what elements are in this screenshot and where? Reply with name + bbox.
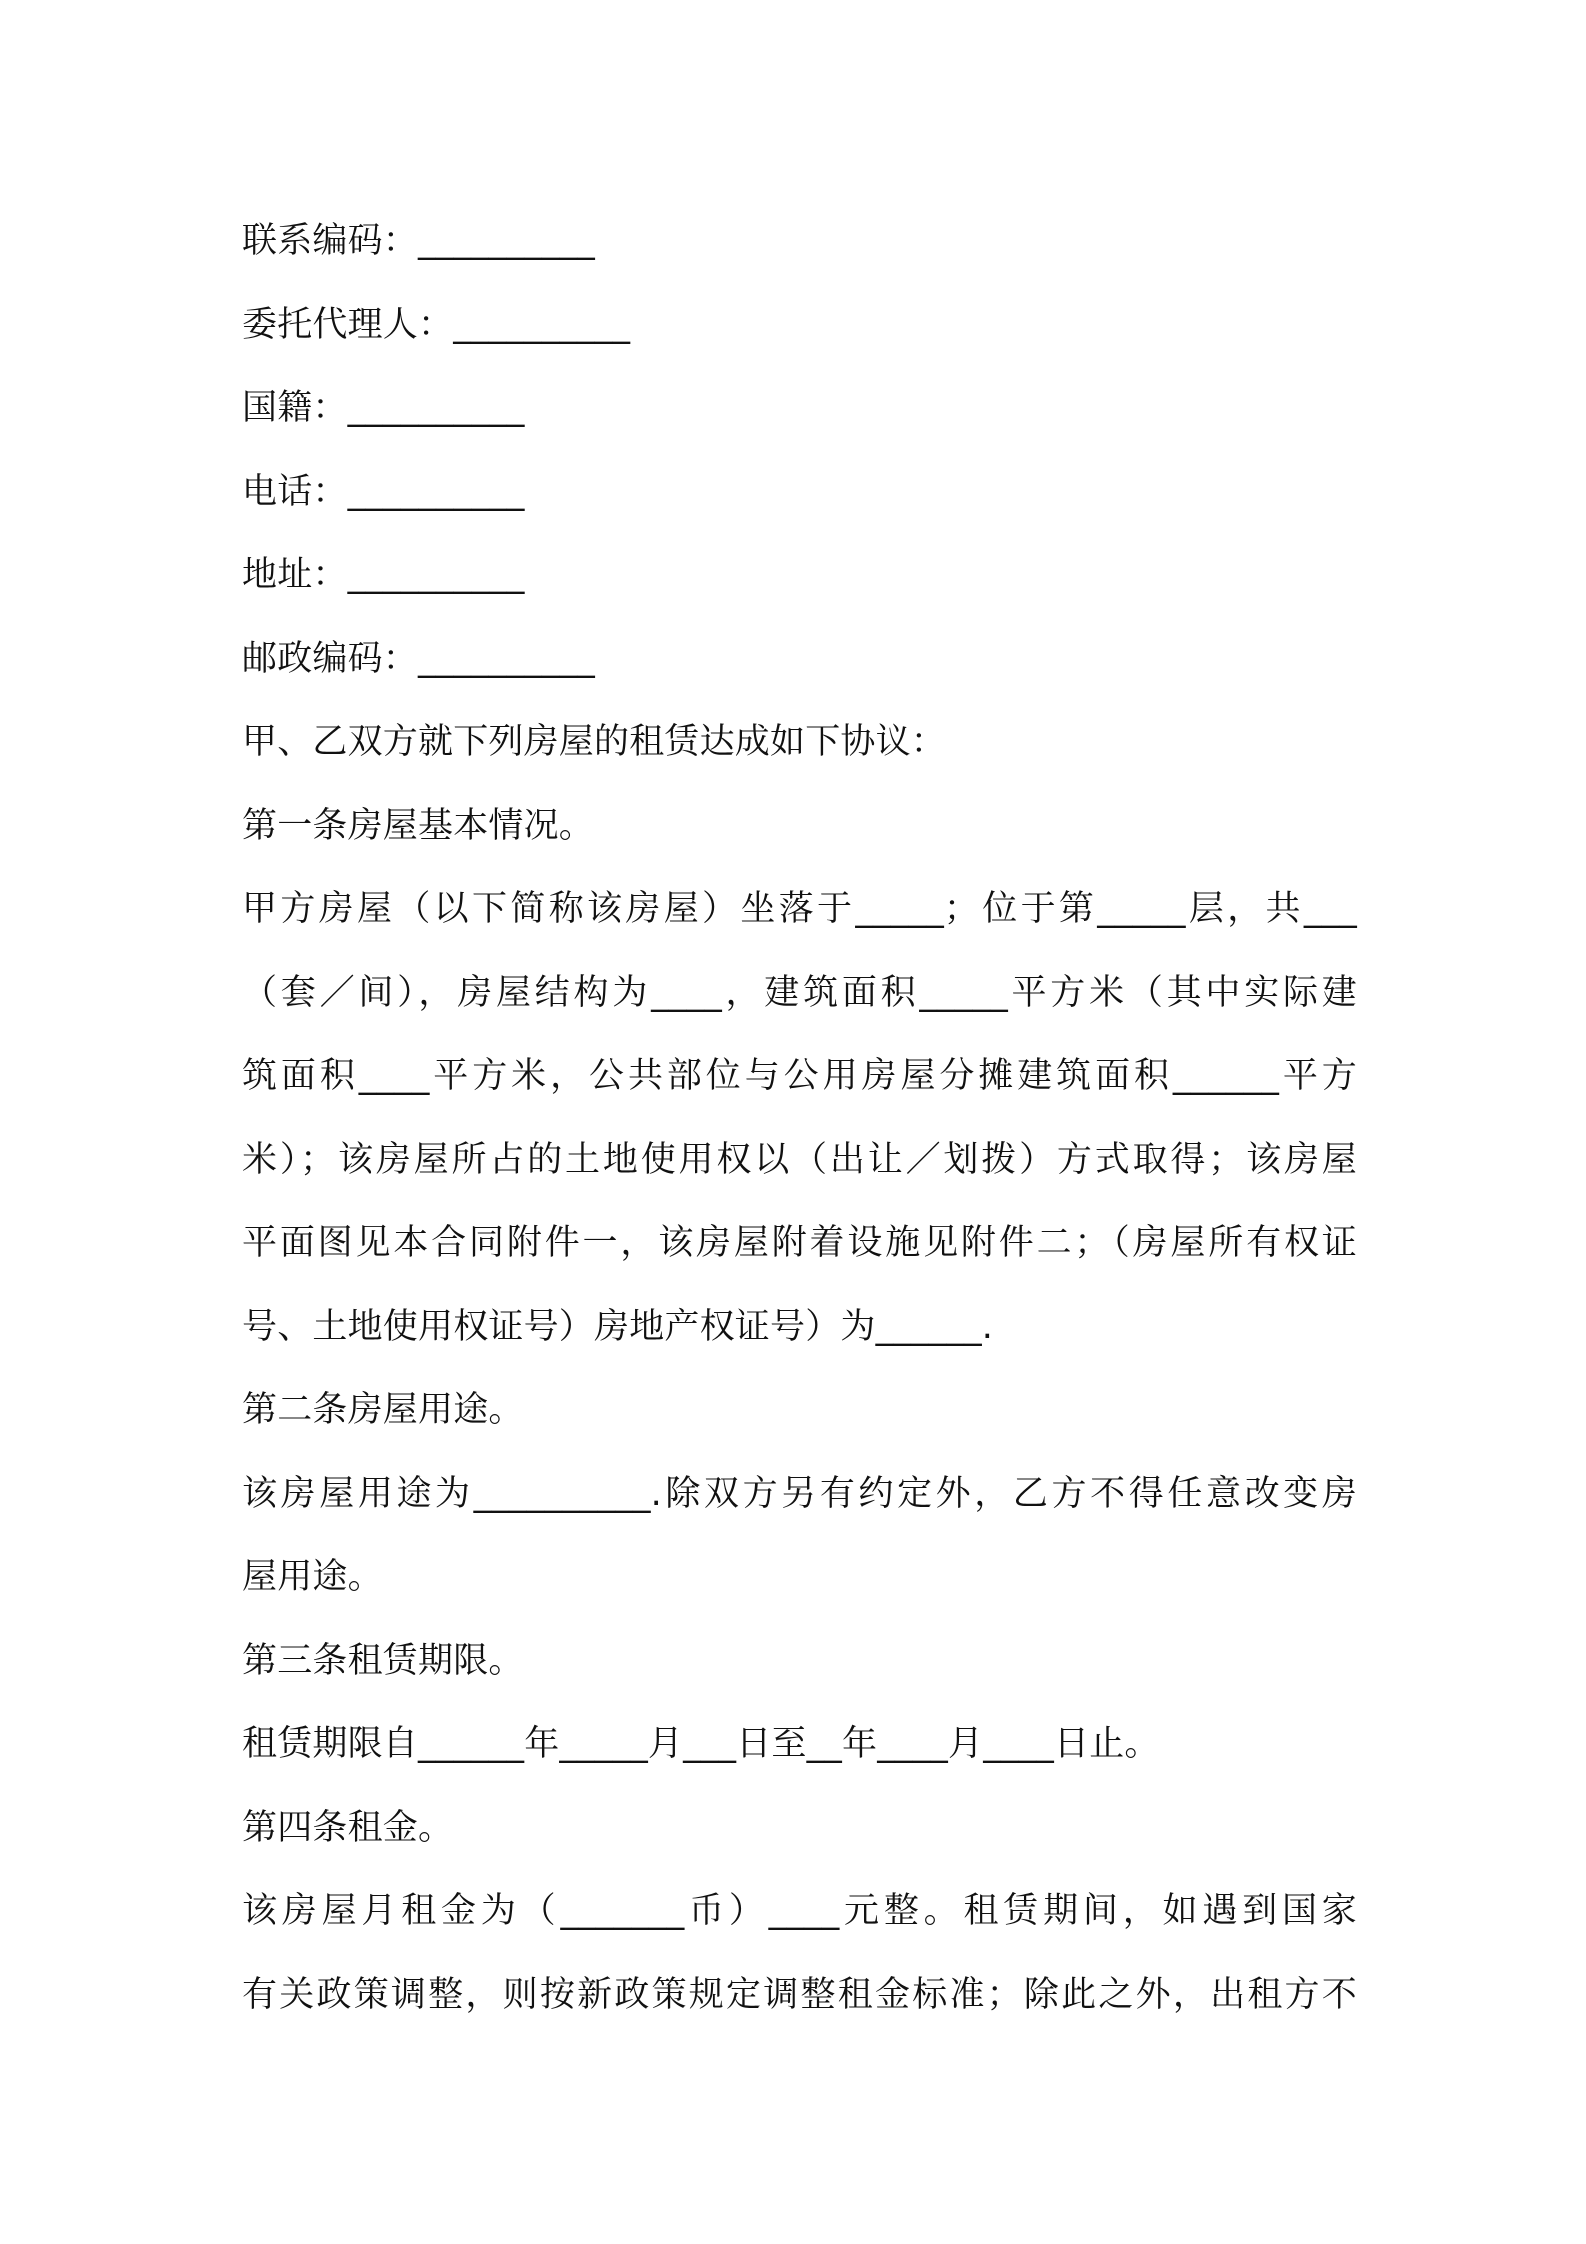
article-1-text-line-2: （套／间），房屋结构为____，建筑面积_____平方米（其中实际建 — [242, 972, 1357, 1013]
postal-code-line: 邮政编码：__________ — [242, 638, 596, 679]
article-4-text-line-1: 该房屋月租金为（_______币）____元整。租赁期间，如遇到国家 — [242, 1891, 1357, 1931]
article-1-text-line-6: 号、土地使用权证号）房地产权证号）为______. — [242, 1306, 994, 1347]
article-4-heading: 第四条租金。 — [242, 1807, 454, 1848]
article-3-heading: 第三条租赁期限。 — [242, 1640, 524, 1681]
article-4-text-line-2: 有关政策调整，则按新政策规定调整租金标准；除此之外，出租方不 — [242, 1974, 1357, 2015]
phone-line: 电话：__________ — [242, 471, 525, 512]
contract-page — [242, 200, 1357, 2037]
contact-code-line: 联系编码：__________ — [242, 221, 596, 261]
article-1-text-line-5: 平面图见本合同附件一，该房屋附着设施见附件二；（房屋所有权证 — [242, 1223, 1357, 1263]
article-2-text-line-2: 屋用途。 — [242, 1557, 383, 1597]
article-1-text-line-3: 筑面积____平方米，公共部位与公用房屋分摊建筑面积______平方 — [242, 1056, 1357, 1096]
article-1-heading: 第一条房屋基本情况。 — [242, 805, 595, 846]
agent-line: 委托代理人：__________ — [242, 304, 631, 345]
agreement-intro: 甲、乙双方就下列房屋的租赁达成如下协议： — [242, 722, 947, 762]
article-2-text-line-1: 该房屋用途为__________.除双方另有约定外，乙方不得任意改变房 — [242, 1473, 1357, 1514]
article-1-text-line-1: 甲方房屋（以下简称该房屋）坐落于_____；位于第_____层，共___ — [242, 889, 1357, 929]
article-3-text-line-1: 租赁期限自______年_____月___日至__年____月____日止。 — [242, 1724, 1160, 1764]
address-line: 地址：__________ — [242, 555, 525, 595]
article-1-text-line-4: 米）；该房屋所占的土地使用权以（出让／划拨）方式取得；该房屋 — [242, 1139, 1357, 1180]
nationality-line: 国籍：__________ — [242, 388, 525, 428]
article-2-heading: 第二条房屋用途。 — [242, 1390, 524, 1430]
